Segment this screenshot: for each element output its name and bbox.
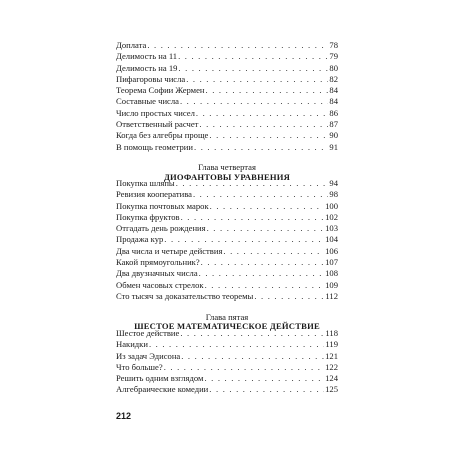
- toc-entry-page: 102: [325, 211, 338, 222]
- toc-entry[interactable]: [116, 339, 338, 350]
- leader-dots: [209, 384, 324, 395]
- toc-entry-title: Два двузначных числа: [116, 268, 198, 279]
- toc-entry-title: Отгадать день рождения: [116, 223, 206, 234]
- toc-entry[interactable]: [116, 108, 338, 119]
- toc-entry-page: 98: [329, 189, 338, 200]
- toc-entry-page: 108: [325, 268, 338, 279]
- toc-entry[interactable]: [116, 119, 338, 130]
- toc-entry-page: 86: [329, 107, 338, 118]
- toc-entry[interactable]: [116, 373, 338, 384]
- leader-dots: [194, 142, 328, 153]
- leader-dots: [201, 257, 324, 268]
- toc-entry[interactable]: [116, 384, 338, 395]
- leader-dots: [206, 85, 329, 96]
- chapter-title: ШЕСТОЕ МАТЕМАТИЧЕСКОЕ ДЕЙСТВИЕ: [134, 321, 320, 331]
- toc-chapter-5: [116, 328, 338, 396]
- leader-dots: [186, 74, 328, 85]
- toc-entry-title: Два числа и четыре действия: [116, 245, 223, 256]
- toc-entry-page: 124: [325, 373, 338, 384]
- toc-entry[interactable]: [116, 280, 338, 291]
- leader-dots: [164, 234, 324, 245]
- leader-dots: [181, 351, 324, 362]
- leader-dots: [210, 201, 324, 212]
- toc-entry-title: Какой прямоугольник?: [116, 257, 200, 268]
- toc-entry-title: Сто тысяч за доказательство теоремы: [116, 290, 254, 301]
- toc-entry[interactable]: [116, 51, 338, 62]
- leader-dots: [178, 63, 328, 74]
- toc-entry-title: Доплата: [116, 40, 147, 50]
- toc-entry-title: Обмен часовых стрелок: [116, 279, 204, 290]
- toc-entry-title: Решить одним взглядом: [116, 373, 204, 384]
- toc-entry-page: 78: [329, 40, 338, 50]
- page-number: 212: [116, 411, 132, 421]
- toc-entry-page: 106: [325, 245, 338, 256]
- toc-entry-title: Теорема Софии Жермен: [116, 85, 205, 96]
- toc-entry-title: В помощь геометрии: [116, 141, 193, 152]
- leader-dots: [164, 362, 324, 373]
- chapter-label: Глава четвертая: [198, 162, 256, 172]
- chapter-label: Глава пятая: [205, 312, 249, 322]
- leader-dots: [254, 291, 324, 302]
- toc-entry-page: 79: [329, 51, 338, 62]
- chapter-title: ДИОФАНТОВЫ УРАВНЕНИЯ: [163, 172, 291, 182]
- leader-dots: [178, 51, 328, 62]
- leader-dots: [147, 40, 328, 51]
- toc-entry-page: 121: [325, 350, 338, 361]
- toc-entry-page: 112: [325, 290, 338, 301]
- leader-dots: [180, 96, 328, 107]
- toc-entry-page: 91: [329, 141, 338, 152]
- toc-entry-page: 122: [325, 361, 338, 372]
- toc-entry[interactable]: [116, 201, 338, 212]
- leader-dots: [204, 373, 324, 384]
- leader-dots: [180, 328, 324, 339]
- toc-entry-title: Делимость на 11: [116, 51, 178, 62]
- toc-entry-title: Ответственный расчет: [116, 119, 199, 130]
- toc-entry[interactable]: [116, 96, 338, 107]
- toc-entry-title: Покупка фруктов: [116, 211, 180, 222]
- toc-entry-page: 109: [325, 279, 338, 290]
- toc-entry[interactable]: [116, 328, 338, 339]
- toc-entry-title: Ревизия кооператива: [116, 189, 192, 200]
- toc-entry-title: Шестое действие: [116, 328, 180, 338]
- toc-entry-title: Покупка почтовых марок: [116, 200, 209, 211]
- toc-entry-title: Пифагоровы числа: [116, 73, 186, 84]
- toc-entry-page: 84: [329, 96, 338, 107]
- leader-dots: [176, 178, 329, 189]
- toc-entry-page: 118: [325, 328, 338, 338]
- toc-entry[interactable]: [116, 130, 338, 141]
- toc-entry-title: Накидки: [116, 339, 148, 350]
- leader-dots: [193, 189, 328, 200]
- toc-entry[interactable]: [116, 234, 338, 245]
- toc-entry-title: Алгебраические комедии: [116, 384, 209, 395]
- toc-entry-page: 94: [329, 178, 338, 188]
- toc-entry[interactable]: [116, 351, 338, 362]
- toc-entry[interactable]: [116, 291, 338, 302]
- leader-dots: [199, 268, 324, 279]
- toc-entry-title: Что больше?: [116, 361, 163, 372]
- toc-entry-title: Когда без алгебры проще: [116, 130, 209, 141]
- leader-dots: [209, 130, 328, 141]
- toc-entry[interactable]: [116, 189, 338, 200]
- toc-entry[interactable]: [116, 362, 338, 373]
- toc-entry-page: 80: [329, 62, 338, 73]
- toc-entry-page: 82: [329, 73, 338, 84]
- leader-dots: [149, 339, 324, 350]
- toc-chapter-4: [116, 178, 338, 302]
- toc-entry-page: 84: [329, 85, 338, 96]
- leader-dots: [205, 280, 325, 291]
- toc-entry[interactable]: [116, 40, 338, 51]
- toc-entry[interactable]: [116, 142, 338, 153]
- toc-entry-title: Покупка шляпы: [116, 178, 175, 188]
- toc-entry-title: Число простых чисел: [116, 107, 195, 118]
- toc-entry[interactable]: [116, 268, 338, 279]
- leader-dots: [181, 212, 325, 223]
- leader-dots: [199, 119, 328, 130]
- toc-entry-title: Продажа кур: [116, 234, 164, 245]
- toc-entry[interactable]: [116, 223, 338, 234]
- toc-entry[interactable]: [116, 63, 338, 74]
- leader-dots: [223, 246, 324, 257]
- toc-entry[interactable]: [116, 212, 338, 223]
- toc-entry-title: Из задач Эдисона: [116, 350, 181, 361]
- leader-dots: [196, 108, 329, 119]
- toc-entry-page: 104: [325, 234, 338, 245]
- toc-entry[interactable]: [116, 74, 338, 85]
- toc-entry-page: 100: [325, 200, 338, 211]
- toc-entry-page: 107: [325, 257, 338, 268]
- toc-entry[interactable]: [116, 257, 338, 268]
- toc-entry-page: 87: [329, 119, 338, 130]
- toc-entry-page: 125: [325, 384, 338, 395]
- toc-entry-title: Делимость на 19: [116, 62, 178, 73]
- toc-section-top: [116, 40, 338, 153]
- toc-entry[interactable]: [116, 85, 338, 96]
- toc-entry-page: 103: [325, 223, 338, 234]
- leader-dots: [207, 223, 325, 234]
- toc-entry-page: 119: [325, 339, 338, 350]
- toc-entry-title: Составные числа: [116, 96, 179, 107]
- toc-entry[interactable]: [116, 246, 338, 257]
- toc-entry[interactable]: [116, 178, 338, 189]
- toc-entry-page: 90: [329, 130, 338, 141]
